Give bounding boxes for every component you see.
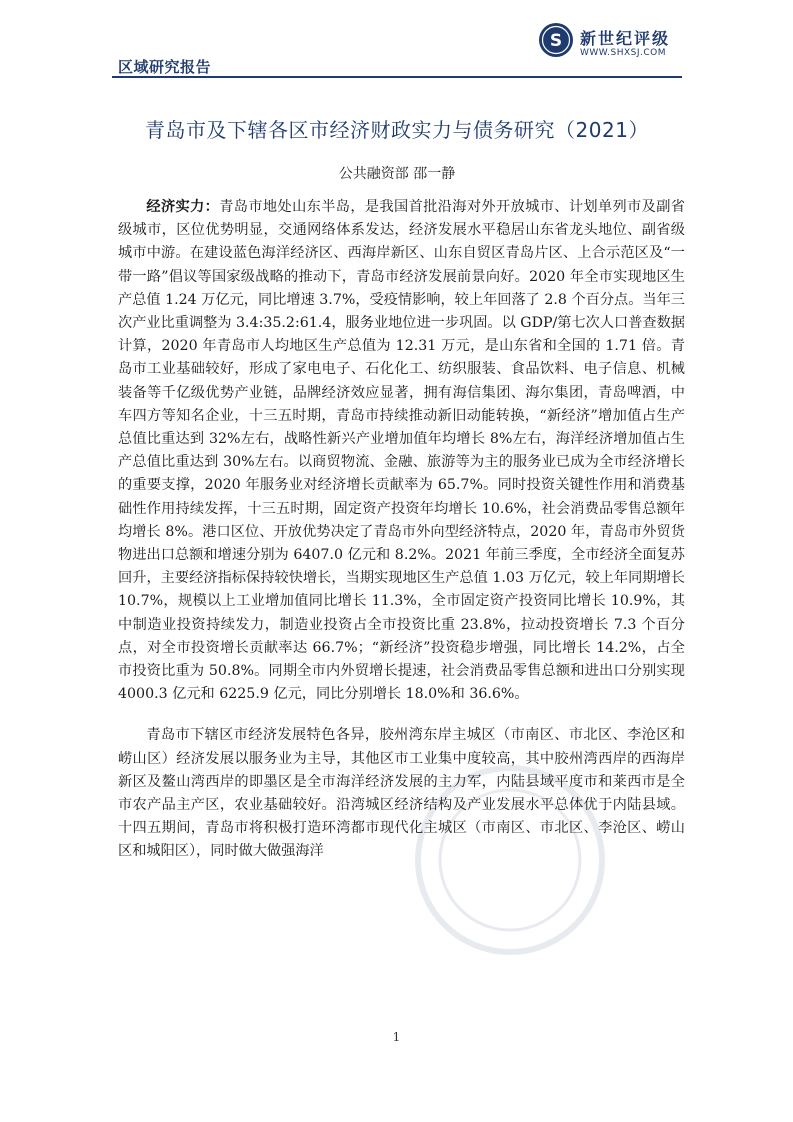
logo-mark-letter: S <box>549 31 563 51</box>
logo-emblem-icon <box>538 22 574 58</box>
paragraph-lead: 经济实力： <box>146 199 220 215</box>
document-body <box>118 196 685 864</box>
report-type-label: 区域研究报告 <box>118 58 212 76</box>
paragraph-economic-strength <box>118 196 685 706</box>
paragraph-text: 青岛市地处山东半岛，是我国首批沿海对外开放城市、计划单列市及副省级城市，区位优势明显，交通网络体系发达，经济发展水平稳居山东省龙头地位、副省级城市中游。在建设蓝色海洋经济区、西海岸新区、山东自贸区青岛片区、上合示范区及“一带一路”倡议等国家级战略的推动下，青岛市经济发展前景向好。2020 年全市实现地区生产总值 1.24 万亿元，同比增速 3.7%，受疫情影响，较上年回落了 2.8 个百分点。当年三次产业比重调整为 3.4:35.2:61.4，服务业地位进一步巩固。以 GDP/第七次人口普查数据计算，2020 年青岛市人均地区生产总值为 12.31 万元，是山东省和全国的 1.71 倍。青岛市工业基础较好，形成了家电电子、石化化工、纺织服装、食品饮料、电子信息、机械装备等千亿级优势产业链，品牌经济效应显著，拥有海信集团、海尔集团，青岛啤酒，中车四方等知名企业，十三五时期，青岛市持续推动新旧动能转换，“新经济”增加值占生产总值比重达到 32%左右，战略性新兴产业增加值年均增长 8%左右，海洋经济增加值占生产总值比重达到 30%左右。以商贸物流、金融、旅游等为主的服务业已成为全市经济增长的重要支撑，2020 年服务业对经济增长贡献率为 65.7%。同时投资关键性作用和消费基础性作用持续发挥，十三五时期，固定资产投资年均增长 10.6%，社会消费品零售总额年均增长 8%。港口区位、开放优势决定了青岛市外向型经济特点，2020 年，青岛市外贸货物进出口总额和增速分别为 6407.0 亿元和 8.2%。2021 年前三季度，全市经济全面复苏回升，主要经济指标保持较快增长，当期实现地区生产总值 1.03 万亿元，较上年同期增长 10.7%，规模以上工业增加值同比增长 11.3%，全市固定资产投资同比增长 10.9%，其中制造业投资持续发力，制造业投资占全市投资比重 23.8%，拉动投资增长 7.3 个百分点，对全市投资增长贡献率达 66.7%；“新经济”投资稳步增强，同比增长 14.2%，占全市投资比重为 50.8%。同期全市内外贸增长提速，社会消费品零售总额和进出口分别实现 4000.3 亿元和 6225.9 亿元，同比分别增长 18.0%和 36.6%。 <box>118 199 685 703</box>
document-title: 青岛市及下辖各区市经济财政实力与债务研究（2021） <box>145 118 649 142</box>
author-line: 公共融资部 邵一静 <box>338 166 456 182</box>
header-divider <box>112 76 682 78</box>
logo-name: 新世纪评级 <box>580 29 671 48</box>
brand-logo <box>538 22 688 68</box>
paragraph-districts: 青岛市下辖区市经济发展特色各异，胶州湾东岸主城区（市南区、市北区、李沧区和崂山区）经济发展以服务业为主导，其他区市工业集中度较高，其中胶州湾西岸的西海岸新区及鳌山湾西岸的即墨区是全市海洋经济发展的主力军，内陆县域平度市和莱西市是全市农产品主产区，农业基础较好。沿湾城区经济结构及产业发展水平总体优于内陆县域。十四五期间，青岛市将积极打造环湾都市现代化主城区（市南区、市北区、李沧区、崂山区和城阳区），同时做大做强海洋 <box>118 727 685 860</box>
logo-url: WWW.SHXSJ.COM <box>580 48 667 58</box>
page-number: 1 <box>392 1030 401 1044</box>
page-header <box>0 0 793 80</box>
